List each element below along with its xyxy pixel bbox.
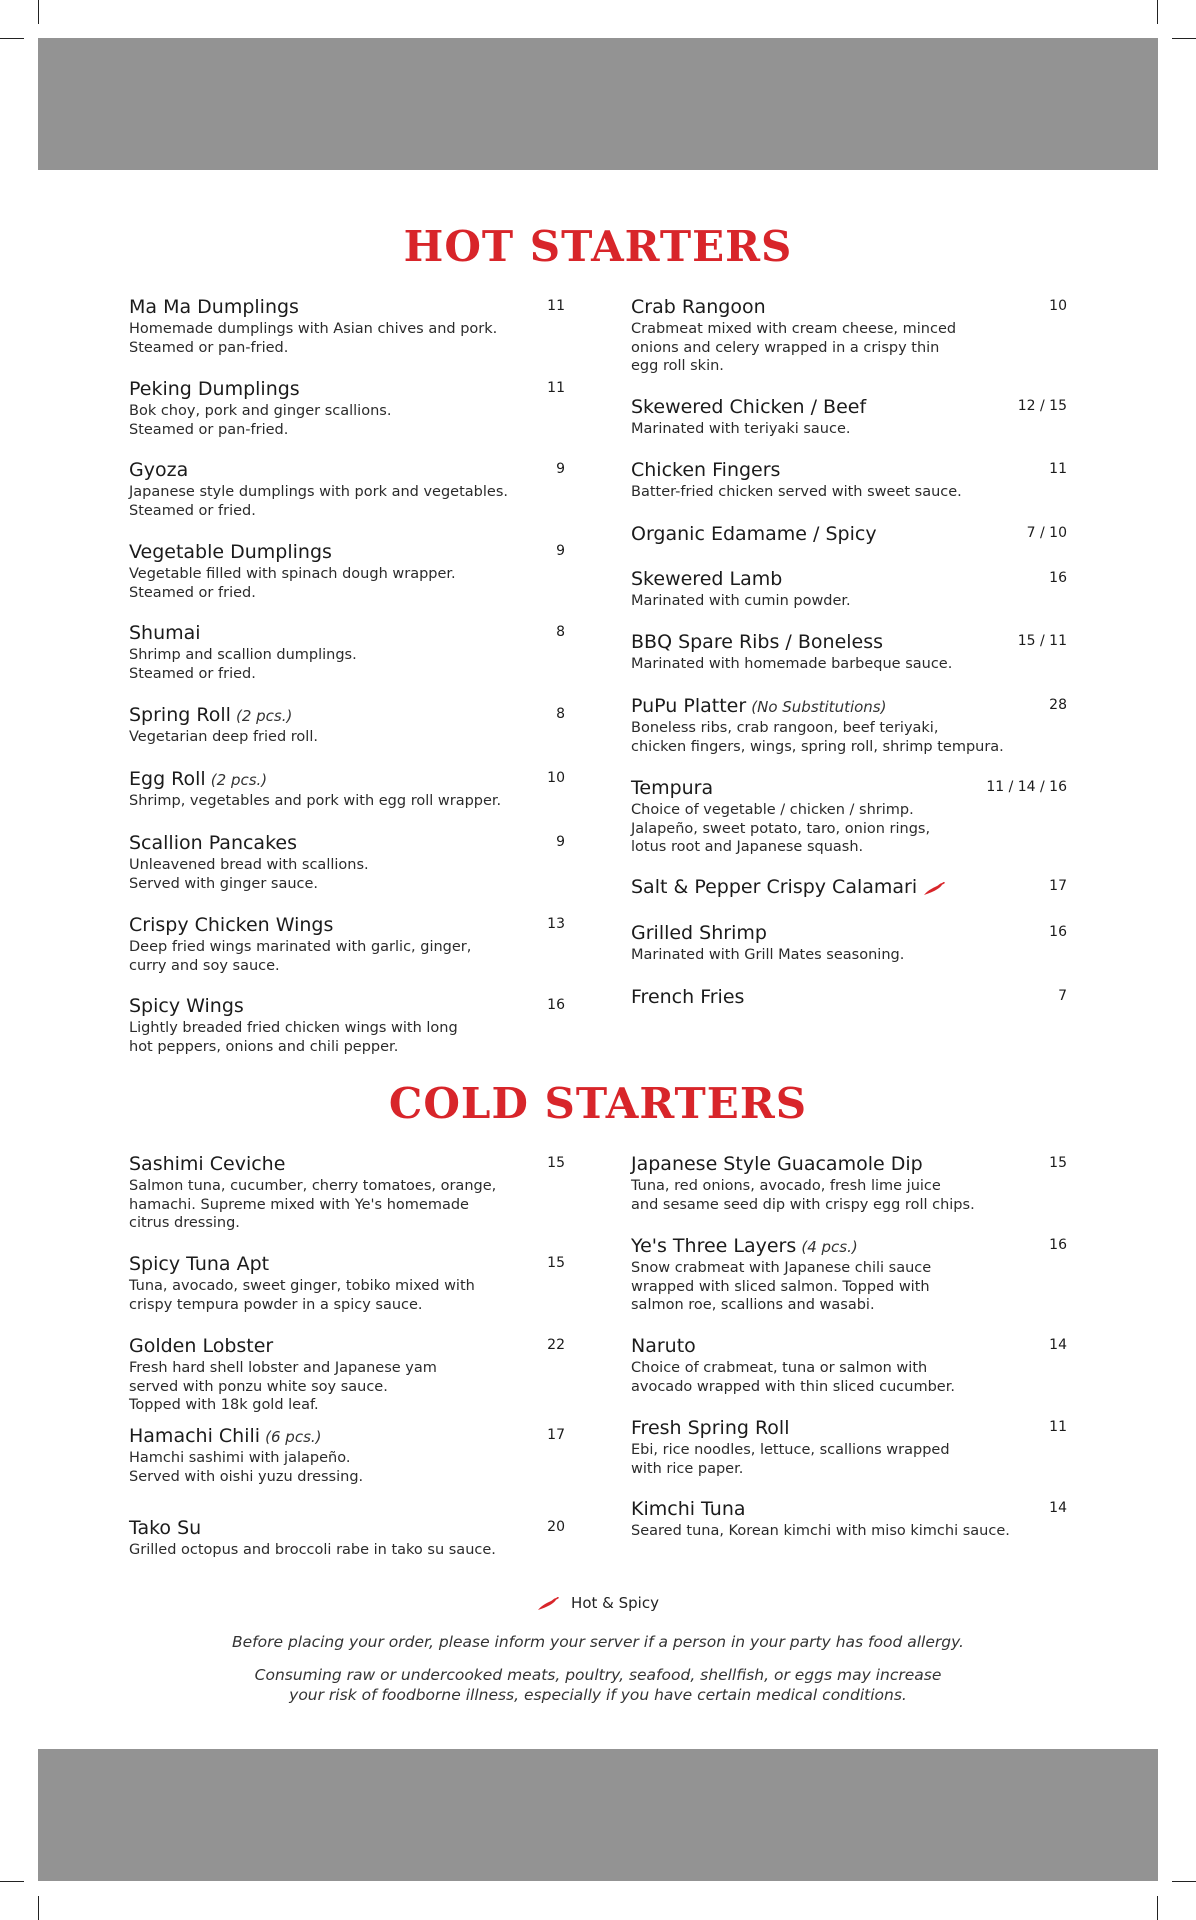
menu-item-description: Grilled octopus and broccoli rabe in tako su sauce. [129, 1542, 496, 1558]
menu-item [631, 566, 1067, 611]
menu-item-name: Skewered Lamb [631, 568, 783, 590]
menu-item-description: Ebi, rice noodles, lettuce, scallions wrapped with rice paper. [631, 1442, 950, 1477]
menu-item-price: 15 [547, 1155, 565, 1171]
menu-item-description: Boneless ribs, crab rangoon, beef teriyaki, chicken fingers, wings, spring roll, shrimp tempura. [631, 720, 1004, 755]
menu-item-name: Golden Lobster [129, 1335, 274, 1357]
menu-item [129, 993, 565, 1056]
menu-item-name: French Fries [631, 986, 745, 1008]
menu-item-price: 16 [547, 997, 565, 1013]
menu-item-description: Shrimp and scallion dumplings. Steamed or fried. [129, 647, 357, 682]
menu-item-price: 20 [547, 1519, 565, 1535]
menu-item-description: Deep fried wings marinated with garlic, ginger, curry and soy sauce. [129, 939, 472, 974]
menu-item-header [631, 693, 1067, 719]
menu-item [129, 620, 565, 683]
menu-item-name: Sashimi Ceviche [129, 1153, 286, 1175]
menu-item-name: Spring Roll [129, 704, 231, 726]
menu-item-price: 9 [556, 834, 565, 850]
menu-item-name: PuPu Platter [631, 695, 747, 717]
menu-item [631, 1333, 1067, 1396]
menu-item-description: Marinated with Grill Mates seasoning. [631, 947, 905, 963]
menu-item-header [631, 775, 1067, 801]
menu-item [631, 874, 1067, 900]
menu-item-header [129, 1333, 565, 1359]
menu-item-description: Marinated with teriyaki sauce. [631, 421, 851, 437]
menu-item-header [129, 830, 565, 856]
menu-item-header [129, 993, 565, 1019]
hot-starters-title: HOT STARTERS [403, 222, 793, 271]
menu-item-description: Unleavened bread with scallions. Served with ginger sauce. [129, 857, 369, 892]
menu-item-header [631, 294, 1067, 320]
menu-item-header [631, 1151, 1067, 1177]
menu-item-header [129, 1251, 565, 1277]
menu-item [631, 775, 1067, 857]
menu-item-header [129, 294, 565, 320]
footer-band [38, 1749, 1158, 1881]
menu-item-description: Tuna, avocado, sweet ginger, tobiko mixed with crispy tempura powder in a spicy sauce. [129, 1278, 475, 1313]
menu-item-name: Vegetable Dumplings [129, 541, 332, 563]
menu-item-price: 10 [1049, 298, 1067, 314]
allergy-disclaimer: Before placing your order, please inform your server if a person in your party has food allergy. [232, 1633, 964, 1651]
menu-item-header [129, 1151, 565, 1177]
menu-item-description: Seared tuna, Korean kimchi with miso kimchi sauce. [631, 1523, 1010, 1539]
crop-mark [0, 1881, 24, 1882]
menu-item-price: 17 [1049, 878, 1067, 894]
menu-item [129, 1423, 565, 1486]
menu-item-price: 16 [1049, 570, 1067, 586]
menu-item-name: Gyoza [129, 459, 189, 481]
menu-item-header [129, 702, 565, 728]
menu-item-price: 12 / 15 [1017, 398, 1067, 414]
menu-item-header [129, 912, 565, 938]
menu-item-name: Skewered Chicken / Beef [631, 396, 867, 418]
menu-item-description: Choice of crabmeat, tuna or salmon with avocado wrapped with thin sliced cucumber. [631, 1360, 955, 1395]
menu-item-name: Scallion Pancakes [129, 832, 297, 854]
menu-item-price: 17 [547, 1427, 565, 1443]
menu-item-header [631, 394, 1067, 420]
header-band [38, 38, 1158, 170]
menu-item [129, 457, 565, 520]
menu-item-price: 11 / 14 / 16 [986, 779, 1067, 795]
menu-item [631, 521, 1067, 547]
menu-item-header [129, 620, 565, 646]
menu-item-header [631, 874, 1067, 900]
menu-item-name: Spicy Wings [129, 995, 244, 1017]
menu-item [631, 1233, 1067, 1315]
legend-label: Hot & Spicy [571, 1594, 659, 1612]
menu-item [631, 394, 1067, 439]
menu-item-description: Marinated with homemade barbeque sauce. [631, 656, 953, 672]
menu-item-description: Hamchi sashimi with jalapeño. Served with oishi yuzu dressing. [129, 1450, 364, 1485]
menu-item [631, 693, 1067, 756]
menu-item [129, 1515, 565, 1560]
menu-item [129, 912, 565, 975]
chili-pepper-icon [537, 1597, 559, 1611]
menu-item-name: Naruto [631, 1335, 696, 1357]
menu-item-price: 11 [1049, 461, 1067, 477]
menu-item-price: 11 [547, 298, 565, 314]
menu-item-price: 14 [1049, 1337, 1067, 1353]
menu-item-note: (2 pcs.) [235, 707, 293, 725]
menu-item-note: (2 pcs.) [210, 771, 268, 789]
menu-item [631, 984, 1067, 1010]
menu-item-name: BBQ Spare Ribs / Boneless [631, 631, 884, 653]
menu-item [631, 920, 1067, 965]
menu-item [631, 1415, 1067, 1478]
menu-item-header [631, 457, 1067, 483]
menu-item-header [129, 1515, 565, 1541]
menu-item-name: Kimchi Tuna [631, 1498, 746, 1520]
menu-item [631, 1496, 1067, 1541]
menu-item-name: Egg Roll [129, 768, 206, 790]
menu-item-name: Hamachi Chili [129, 1425, 261, 1447]
hot-spicy-legend [0, 1594, 1196, 1612]
menu-item-description: Homemade dumplings with Asian chives and pork. Steamed or pan-fried. [129, 321, 498, 356]
menu-item-description: Fresh hard shell lobster and Japanese yam served with ponzu white soy sauce. Topped with 18k gold leaf. [129, 1360, 437, 1413]
menu-item-price: 15 / 11 [1017, 633, 1067, 649]
menu-item-name: Spicy Tuna Apt [129, 1253, 270, 1275]
menu-item-description: Choice of vegetable / chicken / shrimp. Jalapeño, sweet potato, taro, onion rings, lotus root and Japanese squash. [631, 802, 931, 855]
crop-mark [1157, 1896, 1158, 1920]
menu-item-header [129, 457, 565, 483]
menu-item [129, 766, 565, 811]
crop-mark [38, 1896, 39, 1920]
foodborne-illness-disclaimer: Consuming raw or undercooked meats, poultry, seafood, shellfish, or eggs may increase your risk of foodborne illness, especially if you have certain medical conditions. [254, 1666, 942, 1704]
menu-item [631, 1151, 1067, 1214]
menu-item-header [631, 1415, 1067, 1441]
menu-item-header [631, 984, 1067, 1010]
menu-item-header [631, 566, 1067, 592]
menu-item-price: 16 [1049, 1237, 1067, 1253]
menu-item-header [631, 1233, 1067, 1259]
menu-item-name: Shumai [129, 622, 201, 644]
menu-item-note: (6 pcs.) [265, 1428, 322, 1446]
menu-item-description: Salmon tuna, cucumber, cherry tomatoes, orange, hamachi. Supreme mixed with Ye's homemade citrus dressing. [129, 1178, 497, 1231]
menu-item-header [129, 766, 565, 792]
menu-item-description: Bok choy, pork and ginger scallions. Steamed or pan-fried. [129, 403, 392, 438]
menu-item-header [129, 1423, 565, 1449]
menu-item-price: 7 / 10 [1026, 525, 1067, 541]
menu-item [129, 539, 565, 602]
crop-mark [38, 0, 39, 24]
menu-item-price: 14 [1049, 1500, 1067, 1516]
menu-item-name: Organic Edamame / Spicy [631, 523, 877, 545]
menu-item-name: Crab Rangoon [631, 296, 766, 318]
menu-item-price: 7 [1058, 988, 1067, 1004]
menu-item-price: 15 [547, 1255, 565, 1271]
menu-item-description: Marinated with cumin powder. [631, 593, 851, 609]
menu-item-description: Crabmeat mixed with cream cheese, minced onions and celery wrapped in a crispy thin egg roll skin. [631, 321, 957, 374]
menu-item-name: Fresh Spring Roll [631, 1417, 790, 1439]
menu-item-description: Vegetable filled with spinach dough wrapper. Steamed or fried. [129, 566, 456, 601]
menu-item [129, 294, 565, 357]
menu-item-header [631, 521, 1067, 547]
menu-item-name: Chicken Fingers [631, 459, 781, 481]
menu-item-price: 13 [547, 916, 565, 932]
menu-item-name: Peking Dumplings [129, 378, 300, 400]
menu-item-price: 16 [1049, 924, 1067, 940]
menu-item-name: Grilled Shrimp [631, 922, 767, 944]
menu-item-name: Japanese Style Guacamole Dip [631, 1153, 923, 1175]
crop-mark [1157, 0, 1158, 24]
menu-item-header [129, 539, 565, 565]
menu-item-header [631, 629, 1067, 655]
crop-mark [0, 38, 24, 39]
menu-item-header [631, 920, 1067, 946]
menu-item-price: 9 [556, 461, 565, 477]
crop-mark [1172, 38, 1196, 39]
menu-item-price: 10 [547, 770, 565, 786]
menu-item-header [631, 1333, 1067, 1359]
crop-mark [1172, 1881, 1196, 1882]
menu-item-description: Vegetarian deep fried roll. [129, 729, 318, 745]
menu-item-header [129, 376, 565, 402]
menu-item-description: Japanese style dumplings with pork and vegetables. Steamed or fried. [129, 484, 508, 519]
chili-pepper-icon [923, 882, 945, 896]
menu-item [129, 702, 565, 747]
menu-item-description: Snow crabmeat with Japanese chili sauce wrapped with sliced salmon. Topped with salmon roe, scallions and wasabi. [631, 1260, 932, 1313]
menu-item-description: Batter-fried chicken served with sweet sauce. [631, 484, 962, 500]
menu-item-description: Shrimp, vegetables and pork with egg roll wrapper. [129, 793, 502, 809]
menu-item [631, 294, 1067, 376]
menu-item-price: 8 [556, 624, 565, 640]
menu-item-price: 22 [547, 1337, 565, 1353]
menu-item-note: (No Substitutions) [751, 698, 887, 716]
menu-item-header [631, 1496, 1067, 1522]
menu-item-note: (4 pcs.) [801, 1238, 858, 1256]
menu-item [129, 376, 565, 439]
menu-item-name: Salt & Pepper Crispy Calamari [631, 876, 918, 898]
menu-item-name: Tempura [631, 777, 714, 799]
menu-item-name: Ye's Three Layers [631, 1235, 797, 1257]
menu-item-name: Crispy Chicken Wings [129, 914, 334, 936]
menu-item [129, 830, 565, 893]
menu-item-price: 28 [1049, 697, 1067, 713]
menu-item-name: Tako Su [129, 1517, 202, 1539]
menu-item-price: 11 [547, 380, 565, 396]
menu-item-price: 11 [1049, 1419, 1067, 1435]
menu-item [129, 1151, 565, 1233]
menu-item-price: 9 [556, 543, 565, 559]
menu-item-description: Lightly breaded fried chicken wings with long hot peppers, onions and chili pepper. [129, 1020, 458, 1055]
menu-item-price: 15 [1049, 1155, 1067, 1171]
menu-item-description: Tuna, red onions, avocado, fresh lime juice and sesame seed dip with crispy egg roll chips. [631, 1178, 975, 1213]
menu-item [129, 1333, 565, 1415]
cold-starters-title: COLD STARTERS [388, 1079, 808, 1128]
menu-item-name: Ma Ma Dumplings [129, 296, 299, 318]
menu-item [631, 629, 1067, 674]
menu-item-price: 8 [556, 706, 565, 722]
menu-item [631, 457, 1067, 502]
menu-item [129, 1251, 565, 1314]
